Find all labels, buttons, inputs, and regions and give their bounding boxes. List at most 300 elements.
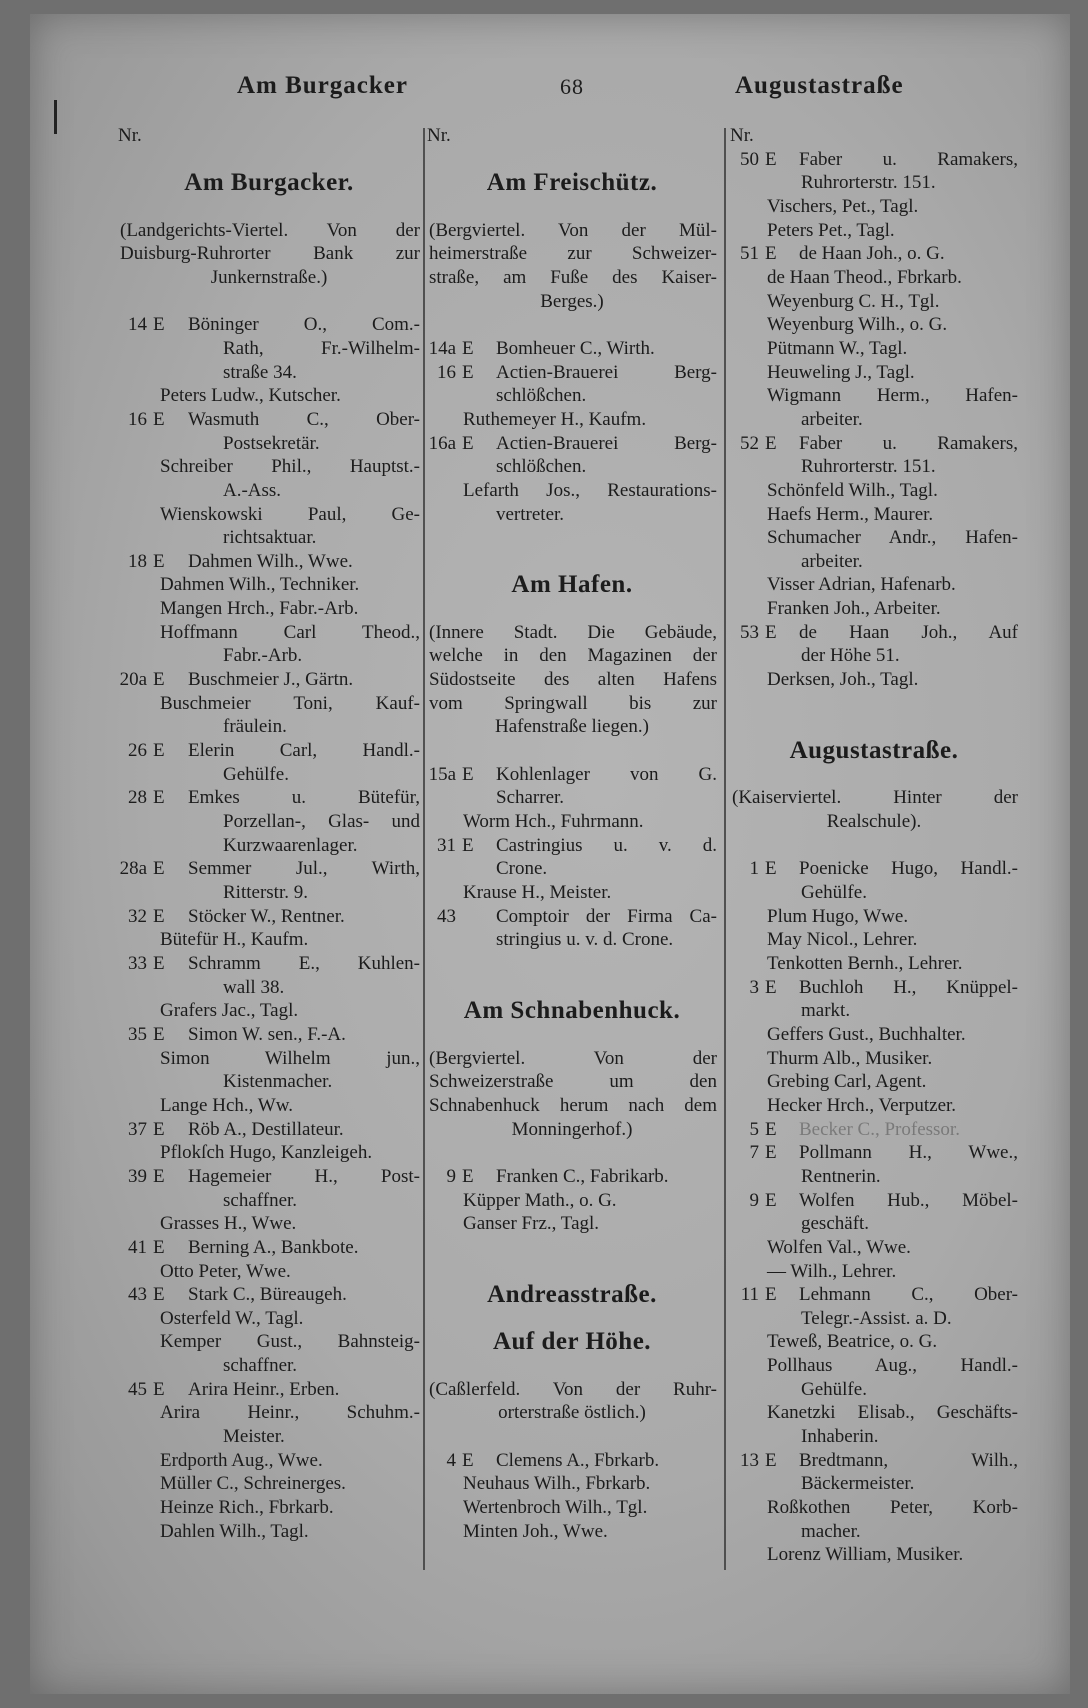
entry-text: wall 38. bbox=[223, 976, 285, 998]
owner-mark: E bbox=[153, 1378, 165, 1400]
section-heading: Auf der Höhe. bbox=[492, 1328, 652, 1356]
resident-entry bbox=[118, 573, 420, 597]
entry-text: de Haan Joh., o. G. bbox=[799, 243, 945, 265]
entry-text: Buchloh H., Knüppel- bbox=[799, 976, 1018, 998]
entry-text: Simon Wilhelm jun., bbox=[160, 1047, 420, 1069]
house-number-value: 28 bbox=[128, 787, 147, 809]
entry-text: schlößchen. bbox=[496, 385, 587, 407]
entry-text: May Nicol., Lehrer. bbox=[767, 929, 918, 951]
house-number-value: 51 bbox=[740, 243, 759, 265]
owner-mark: E bbox=[153, 952, 165, 974]
entry-text: Gehülfe. bbox=[801, 1378, 867, 1400]
entry-text: Peters Ludw., Kutscher. bbox=[160, 385, 341, 407]
entry-text: Grebing Carl, Agent. bbox=[767, 1071, 927, 1093]
entry-text: Emkes u. Bütefür, bbox=[188, 787, 420, 809]
entry-continuation bbox=[730, 1378, 1018, 1402]
owner-mark: E bbox=[153, 1165, 165, 1187]
entry-text: Duisburg-Ruhrorter Bank zur bbox=[120, 243, 420, 265]
number-column-label bbox=[427, 124, 717, 148]
owner-mark: E bbox=[765, 1449, 777, 1471]
resident-entry bbox=[118, 1496, 420, 1520]
house-number-value: 18 bbox=[128, 550, 147, 572]
entry-text: Müller C., Schreinerges. bbox=[160, 1473, 346, 1495]
house-number bbox=[118, 408, 165, 432]
entry-continuation bbox=[118, 1425, 420, 1449]
entry-text: Wertenbroch Wilh., Tgl. bbox=[463, 1497, 648, 1519]
resident-entry bbox=[118, 503, 420, 527]
entry-text: Gehülfe. bbox=[223, 763, 289, 785]
entry-continuation bbox=[118, 881, 420, 905]
section-description-line bbox=[730, 786, 1018, 810]
owner-mark: E bbox=[462, 1449, 474, 1471]
owner-mark: E bbox=[462, 1165, 474, 1187]
entry-continuation bbox=[118, 361, 420, 385]
entry-text: Hafenstraße liegen.) bbox=[494, 716, 650, 738]
resident-entry bbox=[730, 1401, 1018, 1425]
entry-text: Dahmen Wilh., Techniker. bbox=[160, 574, 360, 596]
section-description-line bbox=[427, 1378, 717, 1402]
entry-text: Bütefür H., Kaufm. bbox=[160, 929, 309, 951]
house-number bbox=[427, 834, 474, 858]
entry-text: straße, am Fuße des Kaiser- bbox=[429, 266, 717, 288]
entry-text: Schönfeld Wilh., Tagl. bbox=[767, 479, 938, 501]
resident-entry bbox=[730, 1260, 1018, 1284]
owner-mark: E bbox=[765, 976, 777, 998]
entry-text: (Caßlerfeld. Von der Ruhr- bbox=[429, 1378, 717, 1400]
running-head-left: Am Burgacker bbox=[237, 72, 408, 99]
entry-text: Actien-Brauerei Berg- bbox=[496, 432, 717, 454]
entry-continuation bbox=[118, 834, 420, 858]
entry-continuation bbox=[118, 1189, 420, 1213]
section-description-line bbox=[427, 715, 717, 739]
entry-text: Visser Adrian, Hafenarb. bbox=[767, 574, 956, 596]
resident-entry bbox=[118, 1141, 420, 1165]
entry-text: Tenkotten Bernh., Lehrer. bbox=[767, 952, 963, 974]
entry-text: Ruhrorterstr. 151. bbox=[801, 172, 936, 194]
address-entry bbox=[427, 1449, 717, 1473]
ink-mark bbox=[54, 100, 57, 134]
owner-mark: E bbox=[153, 1118, 165, 1140]
entry-text: Schramm E., Kuhlen- bbox=[188, 952, 420, 974]
owner-mark: E bbox=[765, 243, 777, 265]
entry-text: Kemper Gust., Bahnsteig- bbox=[160, 1331, 420, 1353]
house-number bbox=[118, 668, 165, 692]
address-entry bbox=[118, 1023, 420, 1047]
section-heading: Andreasstraße. bbox=[487, 1281, 657, 1309]
entry-text: Ruhrorterstr. 151. bbox=[801, 456, 936, 478]
resident-entry bbox=[730, 952, 1018, 976]
entry-continuation bbox=[730, 1425, 1018, 1449]
entry-continuation bbox=[118, 479, 420, 503]
house-number-value: 3 bbox=[749, 976, 759, 998]
resident-entry bbox=[730, 337, 1018, 361]
address-entry bbox=[427, 763, 717, 787]
entry-text: macher. bbox=[801, 1520, 861, 1542]
address-entry bbox=[730, 1118, 1018, 1142]
number-label: Nr. bbox=[118, 125, 142, 146]
resident-entry bbox=[730, 1496, 1018, 1520]
running-head-right: Augustastraße bbox=[735, 72, 904, 99]
entry-text: Buschmeier Toni, Kauf- bbox=[160, 692, 420, 714]
owner-mark: E bbox=[153, 905, 165, 927]
entry-text: Weyenburg Wilh., o. G. bbox=[767, 314, 948, 336]
entry-text: Hoffmann Carl Theod., bbox=[160, 621, 420, 643]
entry-text: Ganser Frz., Tagl. bbox=[463, 1213, 600, 1235]
entry-text: Peters Pet., Tagl. bbox=[767, 219, 895, 241]
entry-text: Schweizerstraße um den bbox=[429, 1071, 717, 1093]
entry-text: Bomheuer C., Wirth. bbox=[496, 337, 655, 359]
address-entry bbox=[730, 242, 1018, 266]
resident-entry bbox=[118, 1047, 420, 1071]
resident-entry bbox=[730, 1047, 1018, 1071]
entry-text: Kanetzki Elisab., Geschäfts- bbox=[767, 1402, 1018, 1424]
section-description-line bbox=[118, 219, 420, 243]
resident-entry bbox=[730, 266, 1018, 290]
entry-text: Haefs Herm., Maurer. bbox=[767, 503, 934, 525]
entry-text: Semmer Jul., Wirth, bbox=[188, 858, 420, 880]
resident-entry bbox=[730, 1330, 1018, 1354]
house-number-value: 33 bbox=[128, 952, 147, 974]
entry-text: (Bergviertel. Von der bbox=[429, 1047, 717, 1069]
resident-entry bbox=[730, 597, 1018, 621]
house-number-value: 20a bbox=[119, 669, 147, 691]
entry-text: Kurzwaarenlager. bbox=[223, 834, 358, 856]
section-description-line bbox=[118, 242, 420, 266]
resident-entry bbox=[118, 1401, 420, 1425]
entry-text: Simon W. sen., F.-A. bbox=[188, 1023, 346, 1045]
entry-text: Franken C., Fabrikarb. bbox=[496, 1165, 669, 1187]
resident-entry bbox=[730, 573, 1018, 597]
house-number bbox=[427, 763, 474, 787]
entry-text: (Innere Stadt. Die Gebäude, bbox=[429, 621, 717, 643]
section-heading: Am Burgacker. bbox=[184, 169, 354, 197]
owner-mark: E bbox=[153, 1023, 165, 1045]
house-number-value: 28a bbox=[119, 858, 147, 880]
house-number bbox=[427, 905, 462, 929]
entry-text: Wolfen Hub., Möbel- bbox=[799, 1189, 1018, 1211]
entry-text: Becker C., Professor. bbox=[799, 1118, 960, 1140]
owner-mark: E bbox=[462, 763, 474, 785]
entry-continuation bbox=[730, 1212, 1018, 1236]
resident-entry bbox=[730, 1236, 1018, 1260]
entry-text: Wolfen Val., Wwe. bbox=[767, 1236, 911, 1258]
entry-continuation bbox=[118, 976, 420, 1000]
address-entry bbox=[427, 432, 717, 456]
owner-mark: E bbox=[153, 408, 165, 430]
entry-continuation bbox=[427, 928, 717, 952]
house-number bbox=[427, 361, 474, 385]
entry-text: Faber u. Ramakers, bbox=[799, 148, 1018, 170]
house-number-value: 13 bbox=[740, 1449, 759, 1471]
entry-text: Pollhaus Aug., Handl.- bbox=[767, 1355, 1018, 1377]
entry-text: straße 34. bbox=[223, 361, 297, 383]
section-description-line bbox=[427, 1094, 717, 1118]
address-entry bbox=[730, 621, 1018, 645]
address-entry bbox=[730, 432, 1018, 456]
entry-text: Telegr.-Assist. a. D. bbox=[801, 1307, 952, 1329]
entry-text: Lehmann C., Ober- bbox=[799, 1284, 1018, 1306]
address-entry bbox=[118, 1378, 420, 1402]
house-number bbox=[427, 1165, 474, 1189]
resident-entry bbox=[118, 999, 420, 1023]
entry-text: Dahmen Wilh., Wwe. bbox=[188, 550, 353, 572]
entry-continuation bbox=[730, 550, 1018, 574]
entry-text: Kistenmacher. bbox=[223, 1071, 333, 1093]
owner-mark: E bbox=[153, 314, 165, 336]
section-description-line bbox=[427, 692, 717, 716]
section-description-line bbox=[427, 621, 717, 645]
resident-entry bbox=[118, 1260, 420, 1284]
house-number-value: 16a bbox=[428, 432, 456, 454]
address-entry bbox=[118, 739, 420, 763]
house-number-value: 32 bbox=[128, 905, 147, 927]
owner-mark: E bbox=[462, 361, 474, 383]
entry-continuation bbox=[427, 503, 717, 527]
entry-text: stringius u. v. d. Crone. bbox=[496, 929, 674, 951]
address-entry bbox=[118, 313, 420, 337]
column-2 bbox=[427, 124, 717, 1543]
house-number-value: 4 bbox=[446, 1449, 456, 1471]
address-entry bbox=[118, 1165, 420, 1189]
entry-text: Dahlen Wilh., Tagl. bbox=[160, 1520, 309, 1542]
house-number bbox=[730, 1118, 777, 1142]
section-description-line bbox=[427, 266, 717, 290]
entry-text: Fabr.-Arb. bbox=[223, 645, 303, 667]
address-entry bbox=[730, 1283, 1018, 1307]
house-number bbox=[427, 337, 474, 361]
address-entry bbox=[730, 148, 1018, 172]
entry-text: Heuweling J., Tagl. bbox=[767, 361, 915, 383]
entry-text: Erdporth Aug., Wwe. bbox=[160, 1449, 323, 1471]
address-entry bbox=[730, 1449, 1018, 1473]
house-number bbox=[730, 976, 777, 1000]
house-number bbox=[730, 1283, 777, 1307]
entry-text: Pflokſch Hugo, Kanzleigeh. bbox=[160, 1142, 373, 1164]
entry-text: Otto Peter, Wwe. bbox=[160, 1260, 291, 1282]
owner-mark: E bbox=[765, 1142, 777, 1164]
entry-text: Plum Hugo, Wwe. bbox=[767, 905, 909, 927]
resident-entry bbox=[118, 597, 420, 621]
entry-continuation bbox=[730, 881, 1018, 905]
house-number-value: 26 bbox=[128, 740, 147, 762]
owner-mark: E bbox=[153, 669, 165, 691]
house-number bbox=[730, 148, 777, 172]
entry-text: Osterfeld W., Tagl. bbox=[160, 1307, 304, 1329]
house-number bbox=[118, 1118, 165, 1142]
resident-entry bbox=[730, 195, 1018, 219]
address-entry bbox=[427, 361, 717, 385]
section-description-line bbox=[427, 1070, 717, 1094]
entry-text: Pütmann W., Tagl. bbox=[767, 337, 908, 359]
house-number bbox=[730, 621, 777, 645]
address-entry bbox=[118, 408, 420, 432]
entry-text: Porzellan-, Glas- und bbox=[223, 811, 420, 833]
section-description-line bbox=[730, 810, 1018, 834]
entry-text: Wasmuth C., Ober- bbox=[188, 408, 420, 430]
entry-continuation bbox=[427, 384, 717, 408]
owner-mark: E bbox=[765, 148, 777, 170]
entry-text: Krause H., Meister. bbox=[463, 882, 612, 903]
entry-text: Worm Hch., Fuhrmann. bbox=[463, 811, 644, 833]
column-1 bbox=[118, 124, 420, 1543]
resident-entry bbox=[730, 503, 1018, 527]
entry-text: Küpper Math., o. G. bbox=[463, 1189, 617, 1211]
resident-entry bbox=[118, 621, 420, 645]
address-entry bbox=[730, 1141, 1018, 1165]
entry-continuation bbox=[118, 715, 420, 739]
owner-mark: E bbox=[765, 432, 777, 454]
entry-continuation bbox=[730, 1307, 1018, 1331]
house-number bbox=[730, 857, 777, 881]
entry-text: Lange Hch., Ww. bbox=[160, 1094, 293, 1116]
owner-mark: E bbox=[153, 550, 165, 572]
resident-entry bbox=[427, 1212, 717, 1236]
entry-continuation bbox=[118, 644, 420, 668]
owner-mark: E bbox=[462, 337, 474, 359]
house-number bbox=[118, 1023, 165, 1047]
entry-text: Bredtmann, Wilh., bbox=[799, 1449, 1018, 1471]
address-entry bbox=[730, 976, 1018, 1000]
house-number-value: 53 bbox=[740, 621, 759, 643]
page-number: 68 bbox=[560, 74, 584, 99]
house-number bbox=[118, 857, 165, 881]
owner-mark: E bbox=[765, 1189, 777, 1211]
house-number bbox=[118, 550, 165, 574]
entry-text: Böninger O., Com.- bbox=[188, 314, 420, 336]
address-entry bbox=[118, 1118, 420, 1142]
address-entry bbox=[427, 1165, 717, 1189]
owner-mark: E bbox=[153, 1284, 165, 1306]
owner-mark: E bbox=[765, 1284, 777, 1306]
column-divider bbox=[724, 128, 726, 1570]
entry-text: (Bergviertel. Von der Mül- bbox=[429, 219, 717, 241]
resident-entry bbox=[118, 928, 420, 952]
entry-text: Grafers Jac., Tagl. bbox=[160, 1000, 299, 1022]
number-label: Nr. bbox=[427, 125, 451, 146]
entry-text: Lorenz William, Musiker. bbox=[767, 1544, 964, 1566]
number-column-label bbox=[730, 124, 1018, 148]
entry-text: (Landgerichts-Viertel. Von der bbox=[120, 219, 420, 241]
entry-text: geschäft. bbox=[801, 1213, 870, 1235]
house-number bbox=[730, 432, 777, 456]
resident-entry bbox=[118, 1472, 420, 1496]
resident-entry bbox=[118, 384, 420, 408]
entry-text: Franken Joh., Arbeiter. bbox=[767, 598, 941, 620]
entry-text: Minten Joh., Wwe. bbox=[463, 1520, 608, 1542]
house-number bbox=[730, 242, 777, 266]
entry-text: Stark C., Büreaugeh. bbox=[188, 1284, 347, 1306]
entry-text: Thurm Alb., Musiker. bbox=[767, 1047, 933, 1069]
resident-entry bbox=[730, 1354, 1018, 1378]
resident-entry bbox=[118, 1212, 420, 1236]
column-divider bbox=[423, 128, 425, 1570]
entry-text: Roßkothen Peter, Korb- bbox=[767, 1497, 1018, 1519]
entry-continuation bbox=[427, 857, 717, 881]
entry-text: — Wilh., Lehrer. bbox=[767, 1260, 897, 1282]
house-number-value: 16 bbox=[128, 408, 147, 430]
house-number-value: 39 bbox=[128, 1165, 147, 1187]
entry-text: Hagemeier H., Post- bbox=[188, 1165, 420, 1187]
house-number-value: 14a bbox=[428, 337, 456, 359]
entry-text: Pollmann H., Wwe., bbox=[799, 1142, 1018, 1164]
resident-entry bbox=[427, 810, 717, 834]
address-entry bbox=[427, 834, 717, 858]
owner-mark: E bbox=[153, 1236, 165, 1258]
entry-text: Rath, Fr.-Wilhelm- bbox=[223, 337, 420, 359]
house-number bbox=[118, 739, 165, 763]
house-number bbox=[730, 1449, 777, 1473]
entry-text: Gehülfe. bbox=[801, 882, 867, 903]
resident-entry bbox=[118, 1094, 420, 1118]
entry-text: Meister. bbox=[223, 1426, 285, 1448]
section-description-line bbox=[427, 668, 717, 692]
house-number bbox=[730, 1189, 777, 1213]
house-number bbox=[730, 1141, 777, 1165]
resident-entry bbox=[730, 384, 1018, 408]
resident-entry bbox=[730, 668, 1018, 692]
owner-mark: E bbox=[462, 432, 474, 454]
entry-text: schaffner. bbox=[223, 1355, 298, 1377]
entry-text: Ritterstr. 9. bbox=[223, 882, 308, 903]
entry-text: Wienskowski Paul, Ge- bbox=[160, 503, 420, 525]
entry-text: der Höhe 51. bbox=[801, 645, 900, 667]
address-entry bbox=[427, 337, 717, 361]
resident-entry bbox=[427, 1189, 717, 1213]
entry-text: Vischers, Pet., Tagl. bbox=[767, 195, 919, 217]
section-description-line bbox=[427, 219, 717, 243]
entry-text: Hecker Hrch., Verputzer. bbox=[767, 1094, 957, 1116]
address-entry bbox=[118, 1236, 420, 1260]
entry-text: Schreiber Phil., Hauptst.- bbox=[160, 456, 420, 478]
entry-text: de Haan Theod., Fbrkarb. bbox=[767, 266, 962, 288]
entry-continuation bbox=[118, 432, 420, 456]
entry-text: schaffner. bbox=[223, 1189, 298, 1211]
entry-text: Grasses H., Wwe. bbox=[160, 1213, 297, 1235]
entry-text: vertreter. bbox=[496, 503, 565, 525]
entry-text: Clemens A., Fbrkarb. bbox=[496, 1449, 660, 1471]
entry-continuation bbox=[118, 810, 420, 834]
entry-text: Scharrer. bbox=[496, 787, 565, 809]
entry-continuation bbox=[730, 171, 1018, 195]
section-heading: Am Freischütz. bbox=[486, 169, 658, 197]
number-label: Nr. bbox=[730, 125, 754, 146]
resident-entry bbox=[118, 1449, 420, 1473]
house-number bbox=[118, 786, 165, 810]
resident-entry bbox=[730, 1094, 1018, 1118]
address-entry bbox=[427, 905, 717, 929]
resident-entry bbox=[730, 479, 1018, 503]
resident-entry bbox=[427, 1520, 717, 1544]
entry-text: Realschule). bbox=[826, 811, 922, 833]
entry-text: Elerin Carl, Handl.- bbox=[188, 740, 420, 762]
house-number-value: 14 bbox=[128, 314, 147, 336]
entry-text: Weyenburg C. H., Tgl. bbox=[767, 290, 940, 312]
address-entry bbox=[730, 857, 1018, 881]
address-entry bbox=[118, 668, 420, 692]
resident-entry bbox=[730, 313, 1018, 337]
entry-text: schlößchen. bbox=[496, 456, 587, 478]
house-number bbox=[118, 905, 165, 929]
entry-continuation bbox=[118, 763, 420, 787]
entry-text: fräulein. bbox=[223, 716, 287, 738]
entry-text: Faber u. Ramakers, bbox=[799, 432, 1018, 454]
entry-text: welche in den Magazinen der bbox=[429, 645, 717, 667]
address-entry bbox=[118, 952, 420, 976]
house-number bbox=[118, 313, 165, 337]
section-heading: Am Schnabenhuck. bbox=[463, 997, 681, 1025]
entry-text: Actien-Brauerei Berg- bbox=[496, 361, 717, 383]
owner-mark: E bbox=[765, 1118, 777, 1140]
